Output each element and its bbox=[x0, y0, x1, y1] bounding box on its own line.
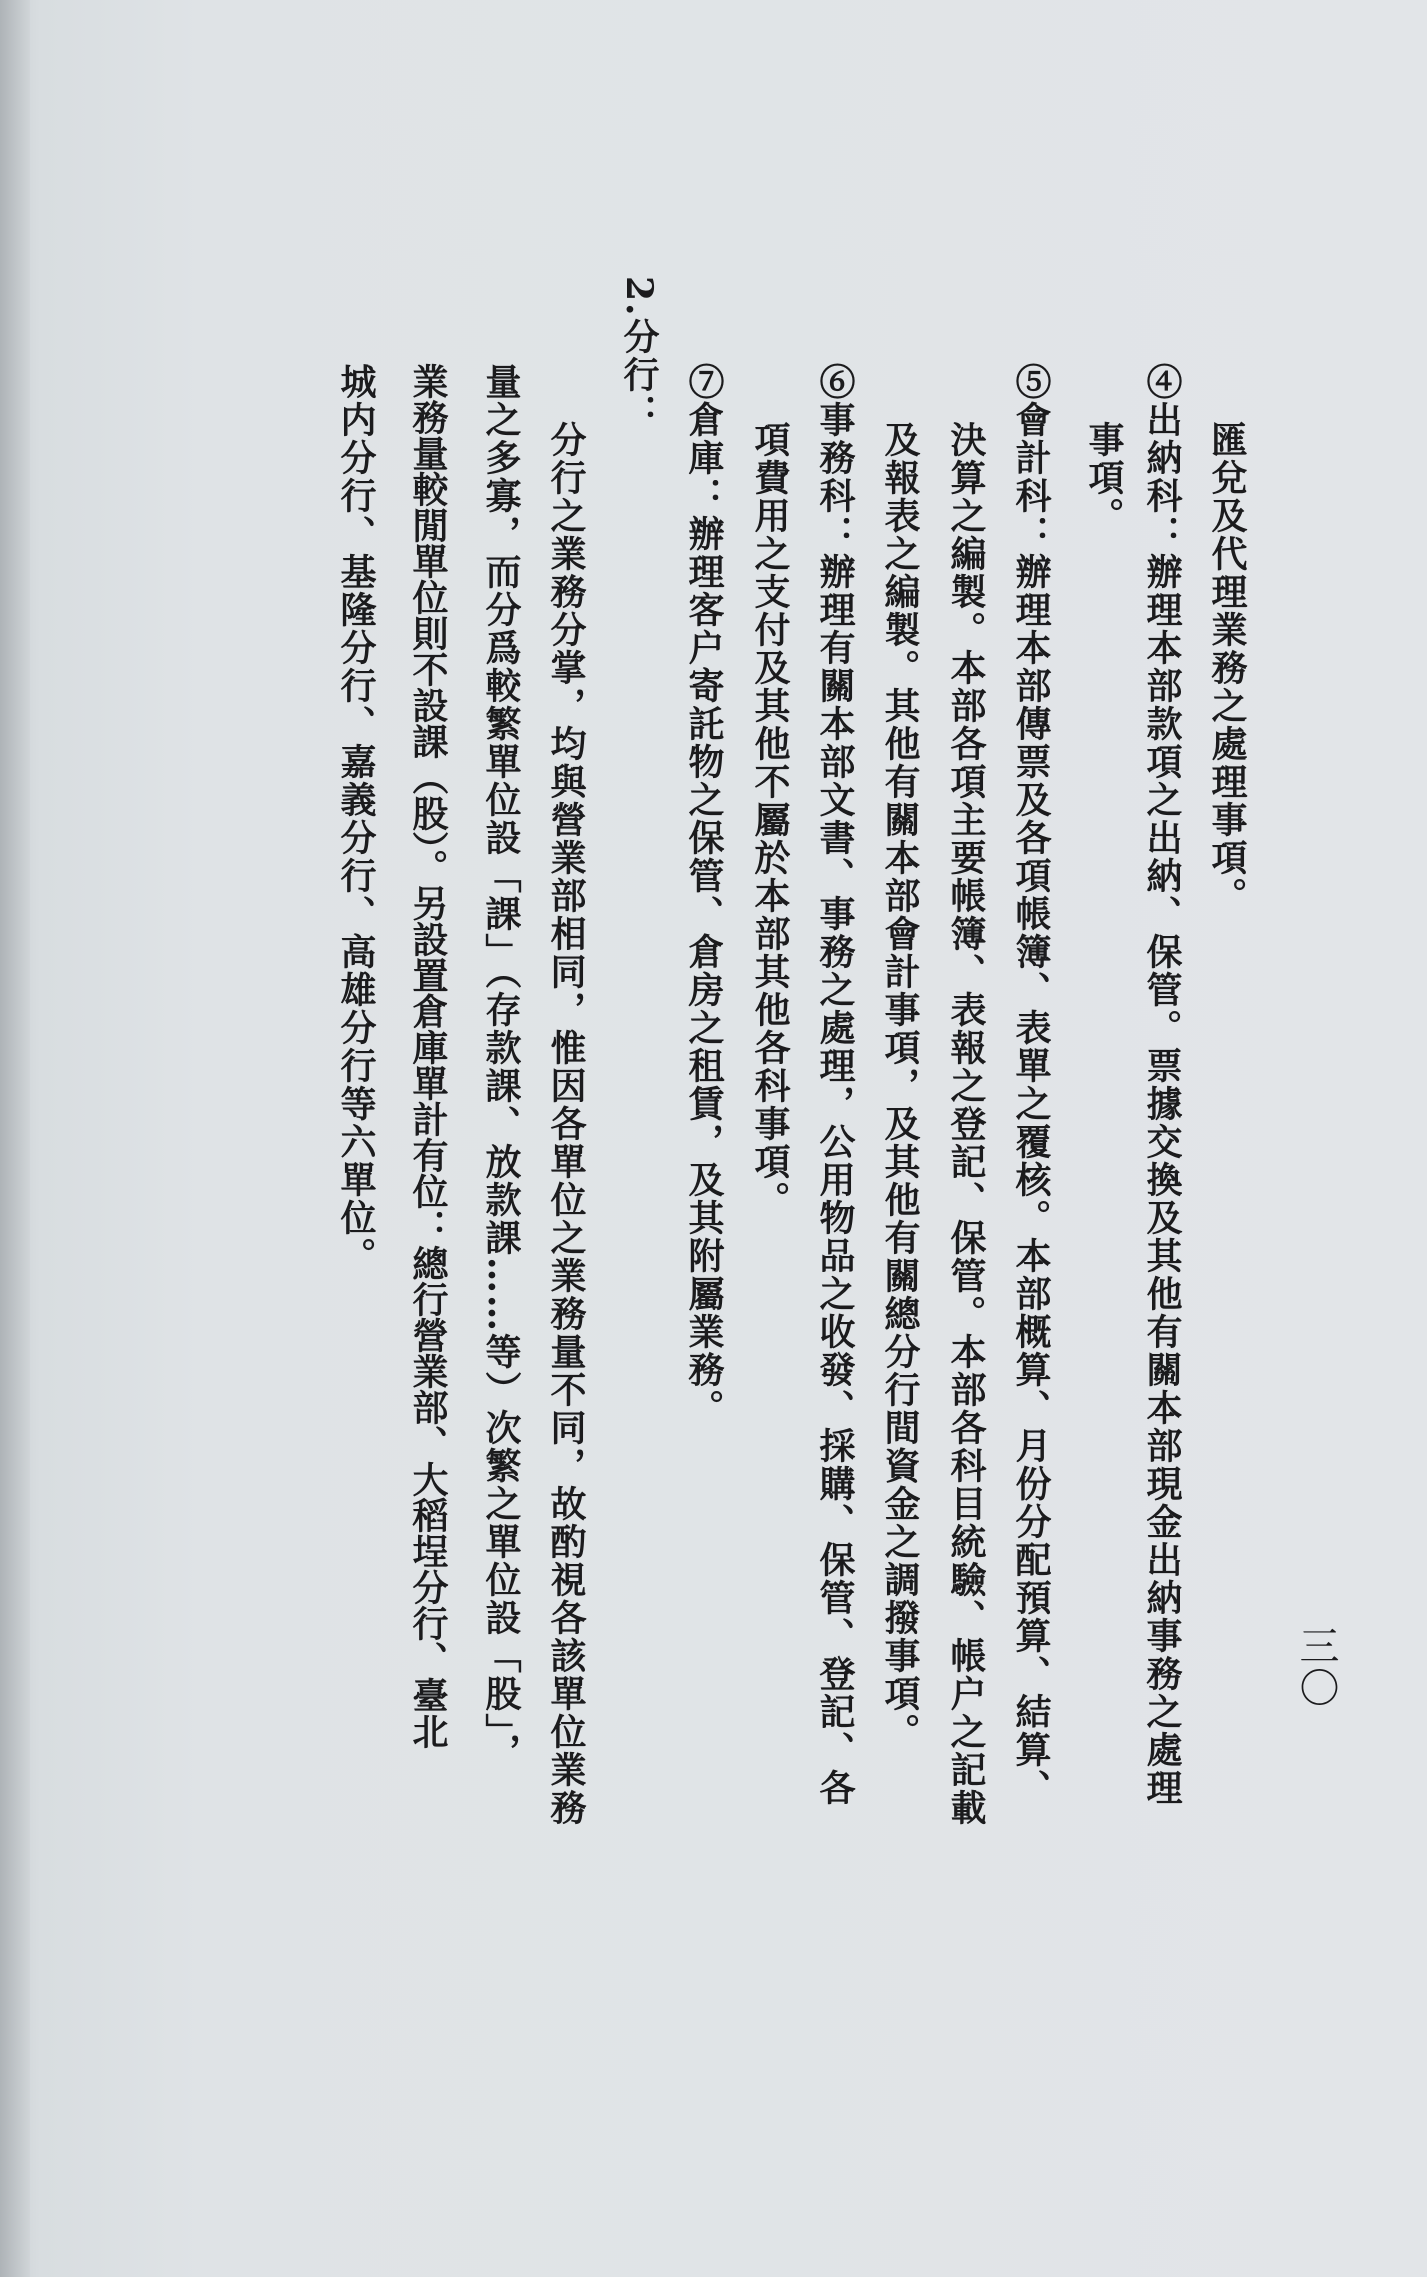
text-line: ⑥事務科：辦理有關本部文書、事務之處理，公用物品之收發、採購、保管、登記、各 bbox=[814, 363, 856, 1807]
text-line: ⑤會計科：辦理本部傳票及各項帳簿、表單之覆核。本部概算、月份分配預算、結算、 bbox=[1010, 363, 1052, 1807]
text-line: ⑦倉庫：辦理客户寄託物之保管、倉房之租賃，及其附屬業務。 bbox=[683, 363, 725, 1427]
page-edge-shadow bbox=[0, 0, 30, 2277]
text-line: 項費用之支付及其他不屬於本部其他各科事項。 bbox=[749, 421, 791, 1219]
text-line: 匯兌及代理業務之處理事項。 bbox=[1206, 421, 1248, 915]
text-line: 事項。 bbox=[1083, 421, 1125, 535]
text-line: 業務量較閒單位則不設課（股）。另設置倉庫單計有位：總行營業部、大稻埕分行、臺北 bbox=[407, 363, 449, 1749]
text-line: 決算之編製。本部各項主要帳簿、表報之登記、保管。本部各科目統驗、帳户之記載 bbox=[945, 421, 987, 1827]
text-line: 量之多寡，而分爲較繁單位設「課」（存款課、放款課……等）次繁之單位設「股」， bbox=[480, 363, 522, 1771]
text-line: 分行之業務分掌，均與營業部相同，惟因各單位之業務量不同，故酌視各該單位業務 bbox=[545, 421, 587, 1827]
page-number: 三〇 bbox=[1293, 1625, 1339, 1709]
text-line: ④出納科：辦理本部款項之出納、保管。票據交換及其他有關本部現金出納事務之處理 bbox=[1141, 363, 1183, 1807]
text-line: 城内分行、基隆分行、嘉義分行、高雄分行等六單位。 bbox=[335, 363, 377, 1275]
section-heading: 2.分行： bbox=[618, 276, 660, 432]
text-line: 及報表之編製。其他有關本部會計事項，及其他有關總分行間資金之調撥事項。 bbox=[879, 421, 921, 1751]
